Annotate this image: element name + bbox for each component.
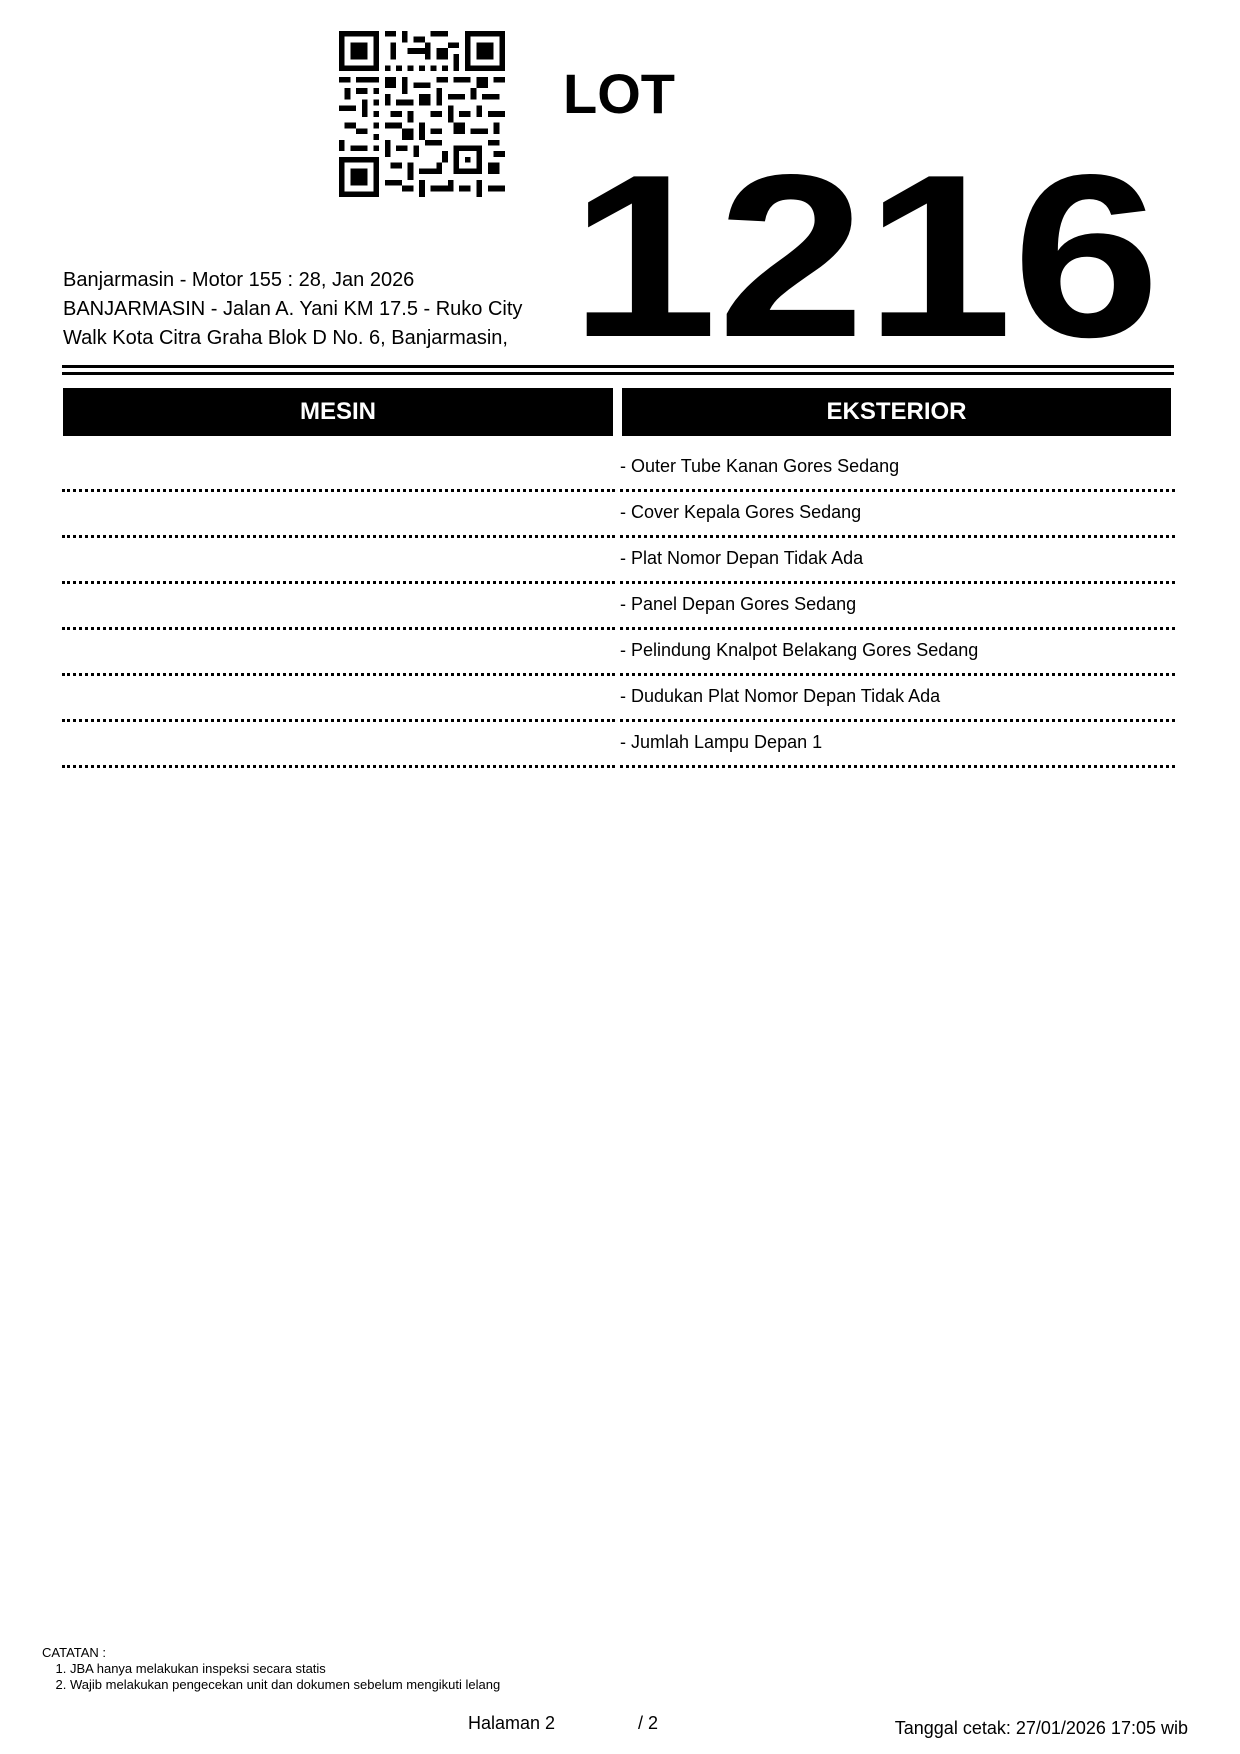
mesin-row [62,446,615,492]
qr-code [339,31,505,197]
header-divider [62,365,1174,375]
page-number: Halaman 2 [468,1713,556,1733]
page-total: / 2 [638,1713,659,1733]
notes-section [42,1645,500,1693]
mesin-header: MESIN [63,388,613,436]
mesin-row [62,492,615,538]
mesin-row [62,676,615,722]
mesin-list [62,446,615,768]
note-item: 2. Wajib melakukan pengecekan unit dan dokumen sebelum mengikuti lelang [70,1677,500,1693]
eksterior-row: - Pelindung Knalpot Belakang Gores Sedang [620,630,1175,676]
eksterior-list [620,446,1175,768]
eksterior-row: - Jumlah Lampu Depan 1 [620,722,1175,768]
mesin-row [62,630,615,676]
eksterior-row: - Dudukan Plat Nomor Depan Tidak Ada [620,676,1175,722]
address-line-event: Banjarmasin - Motor 155 : 28, Jan 2026 [63,269,415,291]
lot-label: LOT [563,62,675,125]
eksterior-row: - Panel Depan Gores Sedang [620,584,1175,630]
lot-number-text: 1216 [570,127,1160,358]
mesin-row [62,584,615,630]
address-line-street: BANJARMASIN - Jalan A. Yani KM 17.5 - Ruko City [63,298,523,320]
address-line-city: Walk Kota Citra Graha Blok D No. 6, Banjarmasin, [63,327,508,349]
notes-list [42,1661,500,1693]
note-item: 1. JBA hanya melakukan inspeksi secara statis [70,1661,500,1677]
print-date: Tanggal cetak: 27/01/2026 17:05 wib [894,1718,1188,1738]
notes-title: CATATAN : [42,1645,107,1660]
eksterior-header: EKSTERIOR [622,388,1171,436]
eksterior-row: - Outer Tube Kanan Gores Sedang [620,446,1175,492]
mesin-row [62,538,615,584]
eksterior-row: - Plat Nomor Depan Tidak Ada [620,538,1175,584]
eksterior-row: - Cover Kepala Gores Sedang [620,492,1175,538]
lot-number [570,108,1170,358]
address-block [63,266,583,353]
mesin-row [62,722,615,768]
